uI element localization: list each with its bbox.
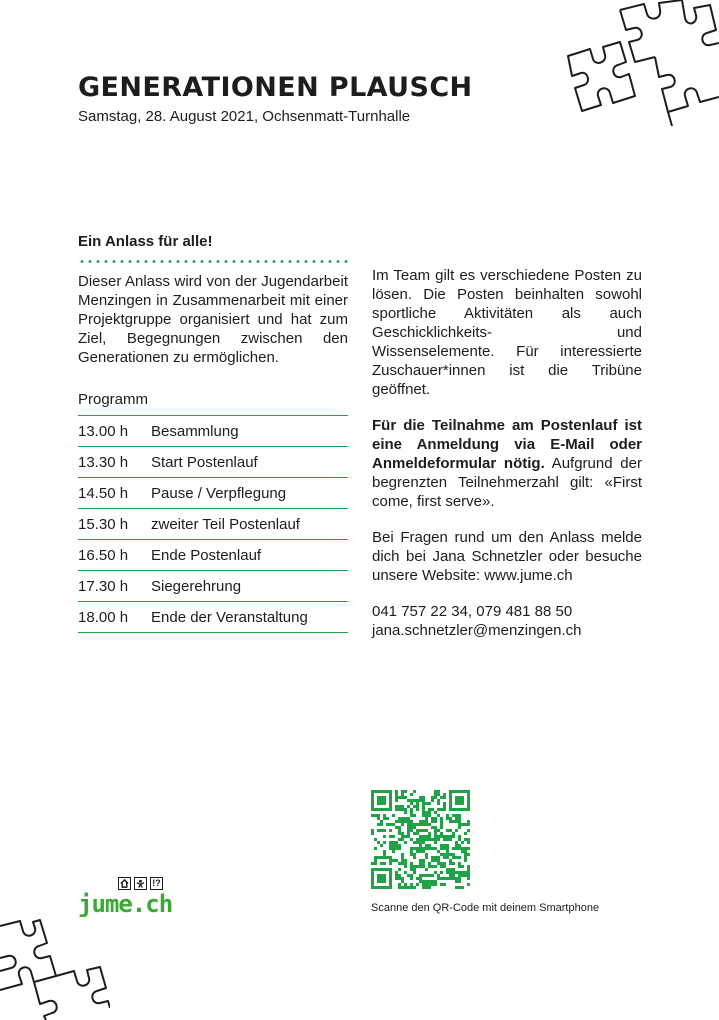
schedule-event: Ende der Veranstaltung [151, 608, 308, 626]
schedule-event: Siegerehrung [151, 577, 242, 595]
intro-text: Dieser Anlass wird von der Jugendarbeit Menzingen in Zusammenarbeit mit einer Projektgruppe organisiert und hat zum Ziel, Begegnungen zwischen den Generationen zu ermöglichen. [78, 273, 348, 366]
schedule-row [78, 478, 348, 509]
schedule-time: 13.30 h [78, 453, 129, 471]
question-icon: !? [150, 877, 163, 890]
house-icon [118, 877, 131, 890]
page-title: GENERATIONEN PLAUSCH [78, 72, 473, 103]
contact-phone: 041 757 22 34, 079 481 88 50 [372, 603, 573, 620]
dotted-divider [78, 260, 348, 263]
schedule-row [78, 509, 348, 540]
event-date-location: Samstag, 28. August 2021, Ochsenmatt-Turnhalle [78, 108, 411, 125]
schedule-event: zweiter Teil Postenlauf [151, 515, 300, 533]
team-description: Im Team gilt es verschiedene Posten zu lösen. Die Posten beinhalten sowohl sportliche Aktivitäten als auch Geschicklichkeits- und Wissenselemente. Für interessierte Zuschauer*innen ist die Tribüne geöffnet. [372, 267, 642, 398]
person-icon [134, 877, 147, 890]
qr-caption: Scanne den QR-Code mit deinem Smartphone [371, 902, 600, 914]
schedule-row [78, 540, 348, 571]
questions-info: Bei Fragen rund um den Anlass melde dich bei Jana Schnetzler oder besuche unsere Website: www.jume.ch [372, 529, 642, 584]
schedule-event: Ende Postenlauf [151, 546, 262, 564]
schedule-time: 14.50 h [78, 484, 129, 502]
schedule-time: 17.30 h [78, 577, 129, 595]
schedule-time: 13.00 h [78, 422, 129, 440]
schedule-event: Pause / Verpflegung [151, 484, 287, 502]
schedule-row [78, 602, 348, 633]
schedule-event: Start Postenlauf [151, 453, 258, 471]
contact-email: jana.schnetzler@menzingen.ch [372, 622, 582, 639]
registration-bold: Für die Teilnahme am Postenlauf ist eine Anmeldung via E-Mail oder Anmeldeformular nötig. [372, 417, 642, 472]
schedule-time: 16.50 h [78, 546, 129, 564]
left-column [78, 233, 348, 633]
schedule-time: 15.30 h [78, 515, 129, 533]
jume-logo: jume.ch [78, 890, 173, 918]
right-column [372, 266, 642, 640]
schedule-time: 18.00 h [78, 608, 129, 626]
qr-code [371, 790, 470, 889]
schedule-row [78, 571, 348, 602]
puzzle-bottom-icon [0, 918, 110, 1020]
intro-heading: Ein Anlass für alle! [78, 233, 213, 250]
schedule-row [78, 447, 348, 478]
schedule-row [78, 416, 348, 447]
program-label: Programm [78, 391, 149, 408]
schedule-event: Besammlung [151, 422, 239, 440]
registration-info [372, 416, 642, 511]
program-schedule [78, 415, 348, 633]
puzzle-top-icon [560, 0, 719, 126]
registration-rest: Aufgrund der begrenzten Teilnehmerzahl gilt: «First come, first serve». [372, 455, 642, 510]
logo-icons [118, 877, 163, 890]
